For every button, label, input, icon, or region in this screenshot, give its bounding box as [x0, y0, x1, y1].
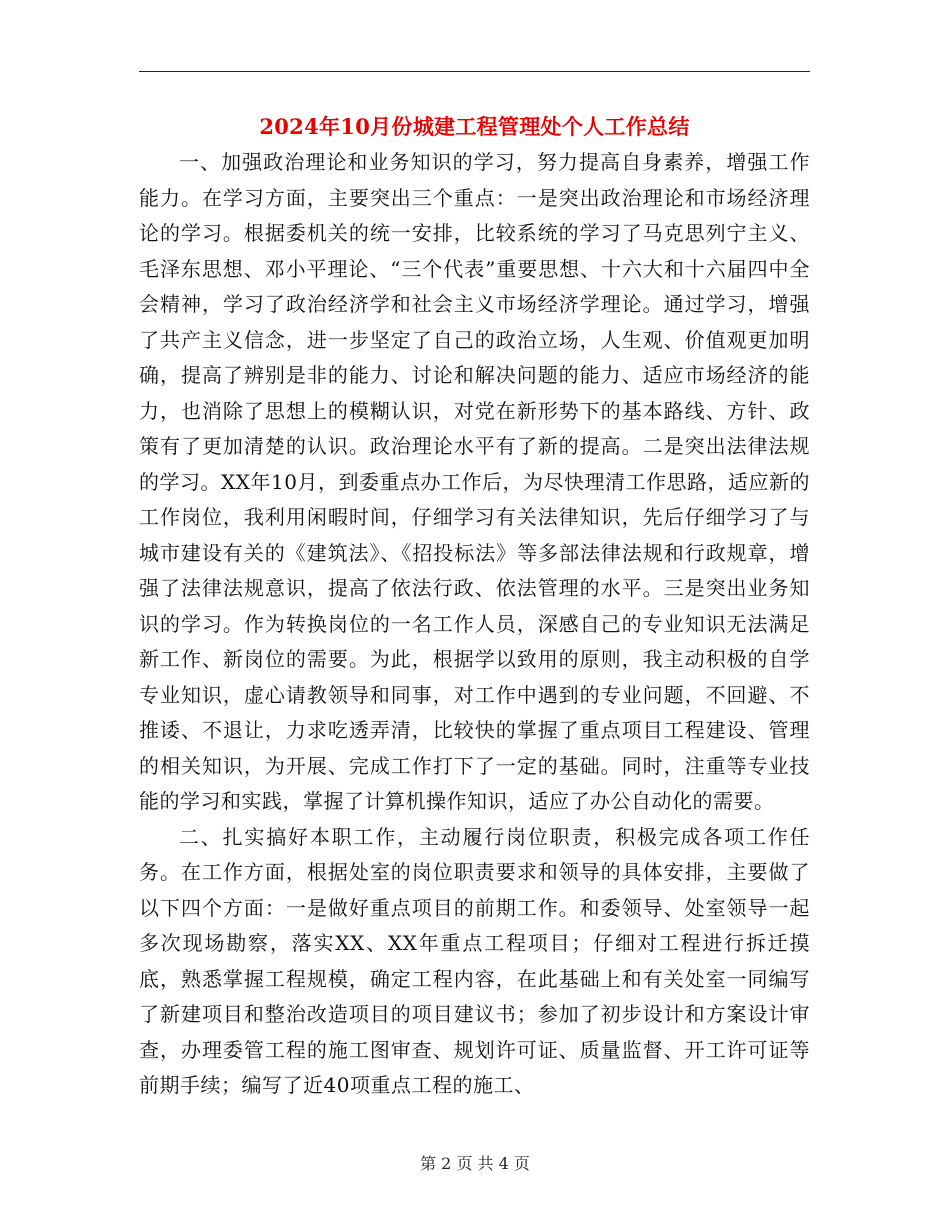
paragraph-1: 一、加强政治理论和业务知识的学习，努力提高自身素养，增强工作能力。在学习方面，主要突出三个重点：一是突出政治理论和市场经济理论的学习。根据委机关的统一安排，比较系统的学习了马克思列宁主义、毛泽东思想、邓小平理论、“三个代表”重要思想、十六大和十六届四中全会精神，学习了政治经济学和社会主义市场经济学理论。通过学习，增强了共产主义信念，进一步坚定了自己的政治立场，人生观、价值观更加明确，提高了辨别是非的能力、讨论和解决问题的能力、适应市场经济的能力，也消除了思想上的模糊认识，对党在新形势下的基本路线、方针、政策有了更加清楚的认识。政治理论水平有了新的提高。二是突出法律法规的学习。XX年10月，到委重点办工作后，为尽快理清工作思路，适应新的工作岗位，我利用闲暇时间，仔细学习有关法律知识，先后仔细学习了与城市建设有关的《建筑法》、《招投标法》等多部法律法规和行政规章，增强了法律法规意识，提高了依法行政、依法管理的水平。三是突出业务知识的学习。作为转换岗位的一名工作人员，深感自己的专业知识无法满足新工作、新岗位的需要。为此，根据学以致用的原则，我主动积极的自学专业知识，虚心请教领导和同事，对工作中遇到的专业问题，不回避、不推诿、不退让，力求吃透弄清，比较快的掌握了重点项目工程建设、管理的相关知识，为开展、完成工作打下了一定的基础。同时，注重等专业技能的学习和实践，掌握了计算机操作知识，适应了办公自动化的需要。 — [139, 150, 810, 813]
header-rule — [139, 71, 810, 72]
document-body — [139, 145, 810, 1104]
document-title: 2024年10月份城建工程管理处个人工作总结 — [259, 114, 690, 139]
paragraph-2: 二、扎实搞好本职工作，主动履行岗位职责，积极完成各项工作任务。在工作方面，根据处室的岗位职责要求和领导的具体安排，主要做了以下四个方面：一是做好重点项目的前期工作。和委领导、处室领导一起多次现场勘察，落实XX、XX年重点工程项目；仔细对工程进行拆迁摸底，熟悉掌握工程规模，确定工程内容，在此基础上和有关处室一同编写了新建项目和整治改造项目的项目建议书；参加了初步设计和方案设计审查，办理委管工程的施工图审查、规划许可证、质量监督、开工许可证等前期手续；编写了近40项重点工程的施工、 — [139, 824, 810, 1097]
page-number: 第 2 页 共 4 页 — [420, 1154, 530, 1173]
